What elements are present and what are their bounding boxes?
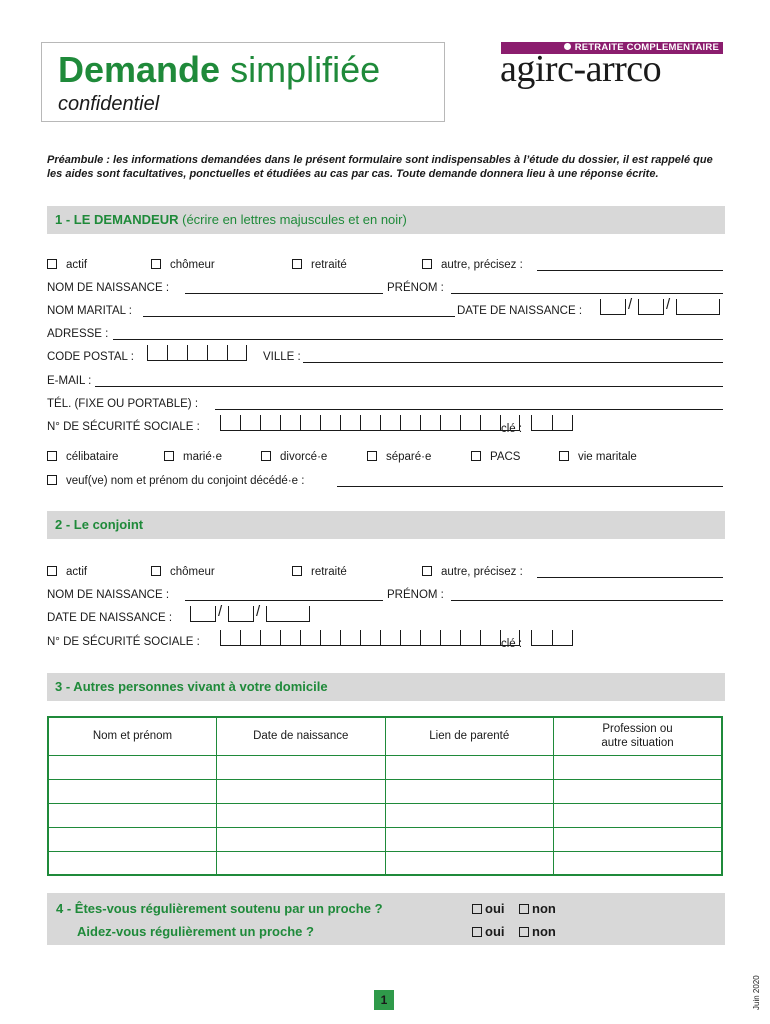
secu-field[interactable] [220, 415, 520, 431]
date-separator: / [256, 603, 261, 620]
conjoint-status-retraite[interactable]: retraité [292, 564, 347, 580]
conjoint-date-row [47, 603, 725, 626]
code-postal-row [47, 349, 725, 365]
adresse-field[interactable] [113, 339, 723, 340]
checkbox[interactable] [559, 451, 569, 461]
situation-marie[interactable]: marié·e [164, 449, 222, 465]
birth-day-field[interactable] [600, 299, 626, 315]
checkbox[interactable] [47, 259, 57, 269]
checkbox[interactable] [472, 904, 482, 914]
checkbox[interactable] [47, 566, 57, 576]
table-cell[interactable] [48, 779, 217, 803]
table-row [48, 827, 722, 851]
email-label: E-MAIL : [47, 375, 92, 387]
cle-label: clé : [501, 423, 523, 435]
nom-naissance-row [47, 280, 725, 296]
conjoint-prenom-label: PRÉNOM : [387, 589, 444, 601]
situation-celibataire[interactable]: célibataire [47, 449, 118, 465]
status-autre[interactable]: autre, précisez : [422, 257, 523, 273]
checkbox[interactable] [47, 451, 57, 461]
autre-field[interactable] [537, 270, 723, 271]
email-row [47, 373, 725, 389]
checkbox[interactable] [292, 566, 302, 576]
household-table [47, 716, 723, 876]
ville-label: VILLE : [263, 351, 301, 363]
table-row [48, 755, 722, 779]
birth-month-field[interactable] [638, 299, 664, 315]
section-2-header: 2 - Le conjoint [47, 511, 725, 539]
table-cell[interactable] [385, 827, 554, 851]
checkbox[interactable] [151, 566, 161, 576]
section-4-box [47, 893, 725, 945]
table-cell[interactable] [554, 851, 723, 875]
checkbox[interactable] [471, 451, 481, 461]
logo: agirc-arrco [500, 48, 662, 90]
conjoint-prenom-field[interactable] [451, 600, 723, 601]
logo-band: RETRAITE COMPLEMENTAIRE [501, 42, 723, 54]
page-subtitle: confidentiel [58, 93, 160, 115]
nom-naissance-label: NOM DE NAISSANCE : [47, 282, 170, 294]
tel-field[interactable] [215, 409, 723, 410]
column-header: Date de naissance [217, 717, 386, 755]
checkbox[interactable] [261, 451, 271, 461]
nom-marital-field[interactable] [143, 316, 455, 317]
conjoint-date-label: DATE DE NAISSANCE : [47, 612, 173, 624]
checkbox[interactable] [472, 927, 482, 937]
column-header: Nom et prénom [48, 717, 217, 755]
conjoint-birth-month-field[interactable] [228, 606, 254, 622]
conjoint-autre-field[interactable] [537, 577, 723, 578]
conjoint-secu-field[interactable] [220, 630, 520, 646]
table-cell[interactable] [48, 803, 217, 827]
table-cell[interactable] [554, 755, 723, 779]
title-box [41, 42, 445, 122]
table-cell[interactable] [385, 755, 554, 779]
date-separator: / [218, 603, 223, 620]
tel-label: TÉL. (FIXE OU PORTABLE) : [47, 398, 199, 410]
conjoint-nom-field[interactable] [185, 600, 383, 601]
conjoint-secu-label: N° DE SÉCURITÉ SOCIALE : [47, 636, 200, 648]
situation-separe[interactable]: séparé·e [367, 449, 431, 465]
edition-date: Juin 2020 [752, 975, 761, 1010]
status-actif[interactable]: actif [47, 257, 87, 273]
nom-marital-label: NOM MARITAL : [47, 305, 132, 317]
preamble: Préambule : les informations demandées dans le présent formulaire sont indispensables à l’étude du dossier, il est rappelé que les aides sont facultatives, ponctuelles et étudiées au cas par cas. Toute demande donnera lieu à une réponse écrite. [47, 154, 713, 180]
conjoint-status-actif[interactable]: actif [47, 564, 87, 580]
table-cell[interactable] [217, 803, 386, 827]
email-field[interactable] [95, 386, 723, 387]
section-3-header: 3 - Autres personnes vivant à votre domicile [47, 673, 725, 701]
table-cell[interactable] [554, 803, 723, 827]
nom-naissance-field[interactable] [185, 293, 383, 294]
table-cell[interactable] [48, 827, 217, 851]
section-1-header: 1 - LE DEMANDEUR (écrire en lettres majuscules et en noir) [47, 206, 725, 234]
conjoint-cle-label: clé : [501, 638, 523, 650]
question-soutenu: 4 - Êtes-vous régulièrement soutenu par un proche ? [56, 901, 383, 916]
table-cell[interactable] [48, 851, 217, 875]
answer-aidez-non[interactable]: non [519, 924, 556, 939]
prenom-label: PRÉNOM : [387, 282, 444, 294]
table-header-row [48, 717, 722, 755]
checkbox[interactable] [422, 259, 432, 269]
applicant-status-row [47, 257, 725, 273]
tel-row [47, 396, 725, 412]
table-cell[interactable] [554, 779, 723, 803]
table-cell[interactable] [217, 779, 386, 803]
question-aidez: Aidez-vous régulièrement un proche ? [77, 924, 314, 939]
table-cell[interactable] [385, 803, 554, 827]
answer-aidez-oui[interactable]: oui [472, 924, 505, 939]
conjoint-birth-year-field[interactable] [266, 606, 310, 622]
status-retraite[interactable]: retraité [292, 257, 347, 273]
page-title: Demande simplifiée [58, 49, 381, 90]
checkbox[interactable] [292, 259, 302, 269]
column-header: Profession ou autre situation [554, 717, 723, 755]
conjoint-birth-day-field[interactable] [190, 606, 216, 622]
conjoint-cle-field[interactable] [531, 630, 573, 646]
table-cell[interactable] [48, 755, 217, 779]
situation-row [47, 449, 725, 465]
column-header: Lien de parenté [385, 717, 554, 755]
answer-soutenu-non[interactable]: non [519, 901, 556, 916]
table-row [48, 803, 722, 827]
date-separator: / [666, 296, 671, 313]
cle-field[interactable] [531, 415, 573, 431]
checkbox[interactable] [519, 904, 529, 914]
adresse-row [47, 326, 725, 342]
checkbox[interactable] [151, 259, 161, 269]
code-postal-label: CODE POSTAL : [47, 351, 134, 363]
table-cell[interactable] [217, 755, 386, 779]
checkbox[interactable] [422, 566, 432, 576]
veuf-row [47, 473, 725, 489]
conjoint-nom-row [47, 587, 725, 603]
date-separator: / [628, 296, 633, 313]
checkbox[interactable] [519, 927, 529, 937]
checkbox[interactable] [47, 475, 57, 485]
nom-marital-row [47, 296, 725, 319]
adresse-label: ADRESSE : [47, 328, 109, 340]
table-cell[interactable] [385, 851, 554, 875]
situation-pacs[interactable]: PACS [471, 449, 520, 465]
conjoint-status-chomeur[interactable]: chômeur [151, 564, 215, 580]
ville-field[interactable] [303, 362, 723, 363]
table-cell[interactable] [385, 779, 554, 803]
table-row [48, 779, 722, 803]
status-chomeur[interactable]: chômeur [151, 257, 215, 273]
answer-soutenu-oui[interactable]: oui [472, 901, 505, 916]
table-cell[interactable] [217, 851, 386, 875]
table-cell[interactable] [217, 827, 386, 851]
page-number: 1 [374, 990, 394, 1010]
table-row [48, 851, 722, 875]
date-naissance-label: DATE DE NAISSANCE : [457, 305, 583, 317]
checkbox[interactable] [164, 451, 174, 461]
conjoint-decede-field[interactable] [337, 486, 723, 487]
secu-row [47, 419, 725, 435]
secu-label: N° DE SÉCURITÉ SOCIALE : [47, 421, 200, 433]
situation-veuf[interactable]: veuf(ve) nom et prénom du conjoint décédé·e : [47, 473, 304, 489]
code-postal-field[interactable] [147, 345, 247, 361]
birth-year-field[interactable] [676, 299, 720, 315]
prenom-field[interactable] [451, 293, 723, 294]
conjoint-nom-label: NOM DE NAISSANCE : [47, 589, 170, 601]
conjoint-status-autre[interactable]: autre, précisez : [422, 564, 523, 580]
conjoint-status-row [47, 564, 725, 580]
situation-divorce[interactable]: divorcé·e [261, 449, 327, 465]
situation-vie-maritale[interactable]: vie maritale [559, 449, 637, 465]
table-cell[interactable] [554, 827, 723, 851]
checkbox[interactable] [367, 451, 377, 461]
conjoint-secu-row [47, 634, 725, 650]
